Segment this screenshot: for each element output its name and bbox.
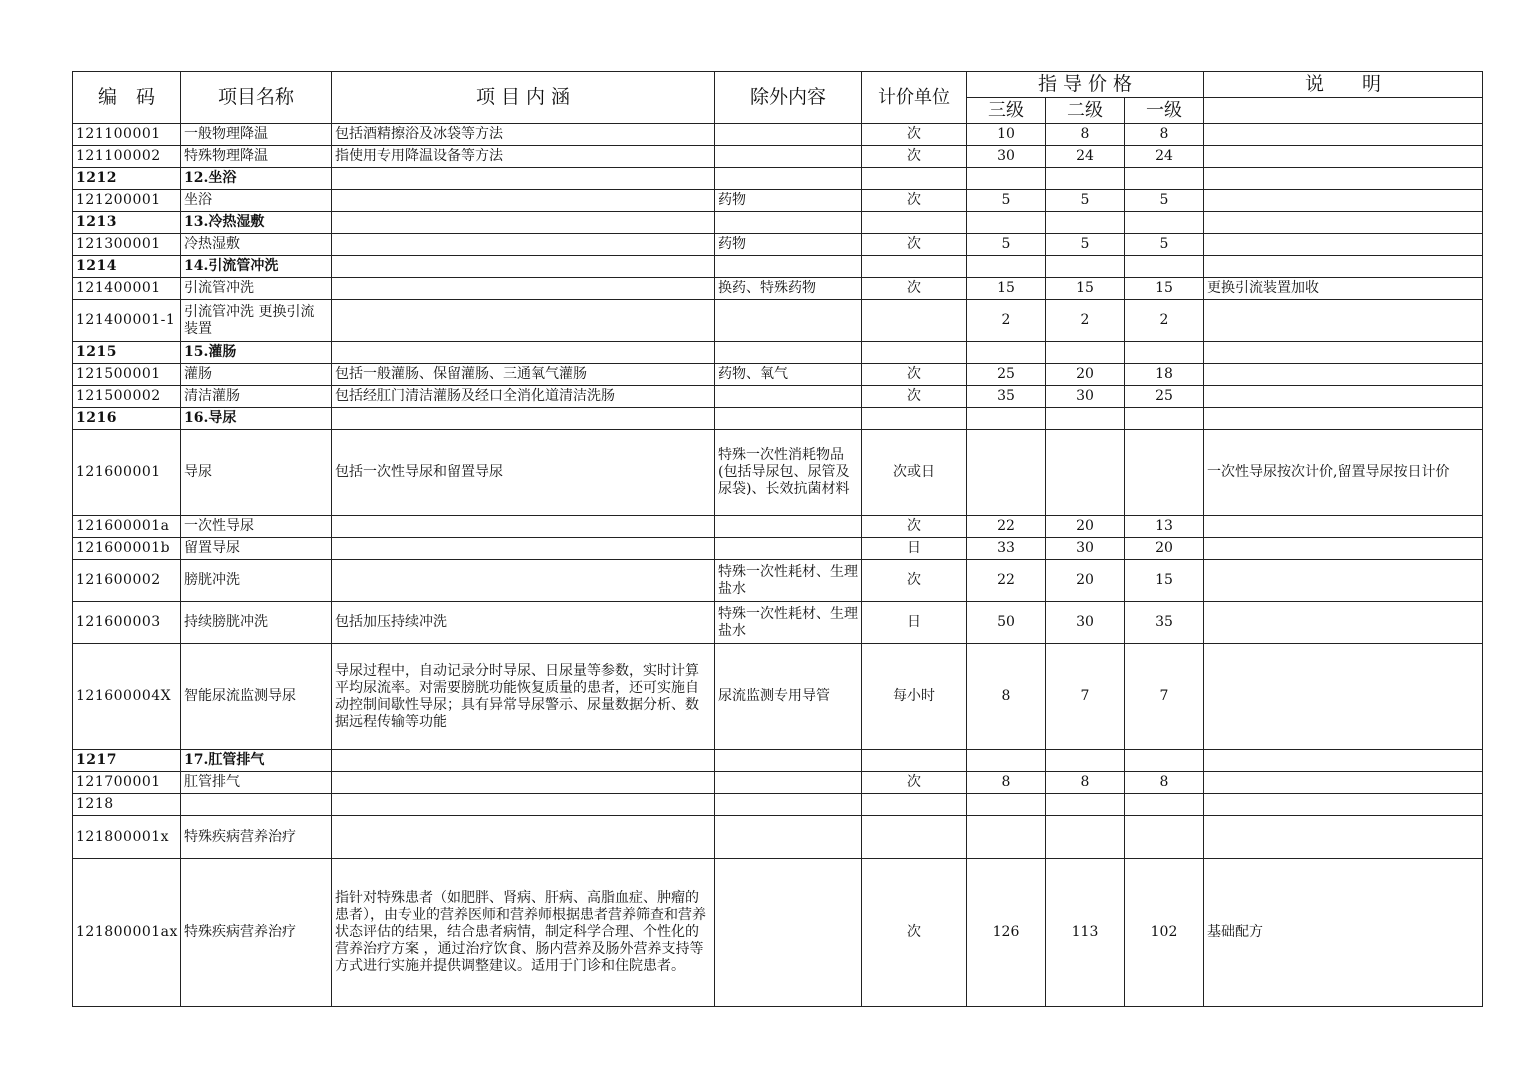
- unit-cell: 次: [862, 278, 967, 300]
- price-level1-cell: 18: [1125, 364, 1204, 386]
- note-cell: 一次性导尿按次计价,留置导尿按日计价: [1204, 430, 1483, 516]
- code-cell: 121800001ax: [73, 859, 181, 1007]
- unit-cell: [862, 342, 967, 364]
- content-cell: [332, 560, 715, 602]
- price-level3-cell: [967, 342, 1046, 364]
- code-cell: 1218: [73, 794, 181, 816]
- unit-cell: 次: [862, 124, 967, 146]
- content-cell: [332, 538, 715, 560]
- name-cell: 清洁灌肠: [181, 386, 332, 408]
- note-cell: [1204, 816, 1483, 859]
- note-cell: [1204, 750, 1483, 772]
- excluded-cell: [715, 212, 862, 234]
- note-cell: 基础配方: [1204, 859, 1483, 1007]
- name-cell: 膀胱冲洗: [181, 560, 332, 602]
- note-cell: [1204, 602, 1483, 644]
- excluded-cell: [715, 124, 862, 146]
- price-level2-cell: [1046, 794, 1125, 816]
- excluded-cell: [715, 750, 862, 772]
- unit-cell: 日: [862, 538, 967, 560]
- unit-cell: 次: [862, 859, 967, 1007]
- price-level2-cell: [1046, 256, 1125, 278]
- code-cell: 121600001: [73, 430, 181, 516]
- price-level2-cell: 30: [1046, 538, 1125, 560]
- header-price: 指 导 价 格: [967, 72, 1204, 98]
- name-cell: 一次性导尿: [181, 516, 332, 538]
- price-level2-cell: 113: [1046, 859, 1125, 1007]
- content-cell: 包括一般灌肠、保留灌肠、三通氧气灌肠: [332, 364, 715, 386]
- content-cell: 包括加压持续冲洗: [332, 602, 715, 644]
- name-cell: 留置导尿: [181, 538, 332, 560]
- header-name: 项目名称: [181, 72, 332, 124]
- table-row: [73, 234, 1483, 256]
- excluded-cell: [715, 516, 862, 538]
- name-cell: 特殊疾病营养治疗: [181, 816, 332, 859]
- price-level3-cell: 5: [967, 234, 1046, 256]
- note-cell: [1204, 538, 1483, 560]
- table-row: [73, 386, 1483, 408]
- price-table: [72, 71, 1483, 1007]
- excluded-cell: 尿流监测专用导管: [715, 644, 862, 750]
- name-cell: 特殊物理降温: [181, 146, 332, 168]
- price-level3-cell: 126: [967, 859, 1046, 1007]
- price-level2-cell: 2: [1046, 300, 1125, 342]
- table-row: [73, 300, 1483, 342]
- table-row: [73, 124, 1483, 146]
- table-row: [73, 794, 1483, 816]
- excluded-cell: 特殊一次性消耗物品(包括导尿包、尿管及尿袋)、长效抗菌材料: [715, 430, 862, 516]
- price-level1-cell: 2: [1125, 300, 1204, 342]
- code-cell: 121100002: [73, 146, 181, 168]
- unit-cell: 次: [862, 234, 967, 256]
- unit-cell: [862, 750, 967, 772]
- excluded-cell: [715, 386, 862, 408]
- excluded-cell: 药物: [715, 190, 862, 212]
- code-cell: 121600001b: [73, 538, 181, 560]
- table-row: [73, 278, 1483, 300]
- header-note-blank: [1204, 98, 1483, 124]
- excluded-cell: 药物: [715, 234, 862, 256]
- price-level2-cell: [1046, 816, 1125, 859]
- excluded-cell: [715, 408, 862, 430]
- unit-cell: [862, 816, 967, 859]
- note-cell: [1204, 212, 1483, 234]
- content-cell: 导尿过程中，自动记录分时导尿、日尿量等参数，实时计算平均尿流率。对需要膀胱功能恢复质量的患者，还可实施自动控制间歇性导尿；具有异常导尿警示、尿量数据分析、数据远程传输等功能: [332, 644, 715, 750]
- header-level1: 一级: [1125, 98, 1204, 124]
- content-cell: 指针对特殊患者（如肥胖、肾病、肝病、高脂血症、肿瘤的患者），由专业的营养医师和营养师根据患者营养筛查和营养状态评估的结果，结合患者病情，制定科学合理、个性化的营养治疗方案 ，通过治疗饮食、肠内营养及肠外营养支持等方式进行实施并提供调整建议。适用于门诊和住院患者。: [332, 859, 715, 1007]
- price-level2-cell: [1046, 212, 1125, 234]
- table-row: [73, 560, 1483, 602]
- price-level3-cell: 2: [967, 300, 1046, 342]
- section-row: [73, 256, 1483, 278]
- excluded-cell: 特殊一次性耗材、生理盐水: [715, 560, 862, 602]
- name-cell: 引流管冲洗: [181, 278, 332, 300]
- name-cell: 冷热湿敷: [181, 234, 332, 256]
- unit-cell: 次或日: [862, 430, 967, 516]
- code-cell: 1214: [73, 256, 181, 278]
- content-cell: [332, 750, 715, 772]
- header-note: 说 明: [1204, 72, 1483, 98]
- excluded-cell: [715, 538, 862, 560]
- unit-cell: 次: [862, 560, 967, 602]
- code-cell: 121700001: [73, 772, 181, 794]
- unit-cell: 次: [862, 386, 967, 408]
- unit-cell: [862, 256, 967, 278]
- unit-cell: [862, 408, 967, 430]
- price-level1-cell: [1125, 212, 1204, 234]
- price-level3-cell: 33: [967, 538, 1046, 560]
- price-level3-cell: 10: [967, 124, 1046, 146]
- name-cell: 持续膀胱冲洗: [181, 602, 332, 644]
- name-cell: 坐浴: [181, 190, 332, 212]
- name-cell: 肛管排气: [181, 772, 332, 794]
- excluded-cell: [715, 794, 862, 816]
- table-row: [73, 644, 1483, 750]
- price-level3-cell: 50: [967, 602, 1046, 644]
- note-cell: [1204, 364, 1483, 386]
- note-cell: [1204, 234, 1483, 256]
- name-cell: 一般物理降温: [181, 124, 332, 146]
- price-level2-cell: 20: [1046, 364, 1125, 386]
- code-cell: 121500001: [73, 364, 181, 386]
- unit-cell: [862, 212, 967, 234]
- header-excluded: 除外内容: [715, 72, 862, 124]
- code-cell: 121600003: [73, 602, 181, 644]
- price-level2-cell: [1046, 408, 1125, 430]
- price-level1-cell: [1125, 794, 1204, 816]
- unit-cell: 次: [862, 516, 967, 538]
- price-level2-cell: 5: [1046, 234, 1125, 256]
- price-level3-cell: 22: [967, 516, 1046, 538]
- price-level3-cell: [967, 408, 1046, 430]
- table-row: [73, 816, 1483, 859]
- note-cell: [1204, 408, 1483, 430]
- code-cell: 121600004X: [73, 644, 181, 750]
- price-level2-cell: 5: [1046, 190, 1125, 212]
- content-cell: [332, 408, 715, 430]
- section-row: [73, 408, 1483, 430]
- section-row: [73, 212, 1483, 234]
- name-cell: 灌肠: [181, 364, 332, 386]
- price-level3-cell: [967, 750, 1046, 772]
- note-cell: 更换引流装置加收: [1204, 278, 1483, 300]
- price-level1-cell: [1125, 342, 1204, 364]
- note-cell: [1204, 644, 1483, 750]
- price-level1-cell: 15: [1125, 560, 1204, 602]
- price-level3-cell: [967, 816, 1046, 859]
- content-cell: [332, 168, 715, 190]
- price-level2-cell: 24: [1046, 146, 1125, 168]
- price-level1-cell: 102: [1125, 859, 1204, 1007]
- code-cell: 121600001a: [73, 516, 181, 538]
- price-level2-cell: [1046, 430, 1125, 516]
- table-row: [73, 516, 1483, 538]
- content-cell: [332, 772, 715, 794]
- excluded-cell: 换药、特殊药物: [715, 278, 862, 300]
- unit-cell: 每小时: [862, 644, 967, 750]
- table-row: [73, 859, 1483, 1007]
- code-cell: 121600002: [73, 560, 181, 602]
- excluded-cell: [715, 816, 862, 859]
- code-cell: 121400001: [73, 278, 181, 300]
- price-level1-cell: [1125, 168, 1204, 190]
- code-cell: 121800001x: [73, 816, 181, 859]
- table-row: [73, 602, 1483, 644]
- content-cell: 包括一次性导尿和留置导尿: [332, 430, 715, 516]
- note-cell: [1204, 190, 1483, 212]
- content-cell: [332, 212, 715, 234]
- note-cell: [1204, 168, 1483, 190]
- table-row: [73, 430, 1483, 516]
- price-level2-cell: [1046, 750, 1125, 772]
- unit-cell: 次: [862, 146, 967, 168]
- price-level1-cell: [1125, 816, 1204, 859]
- content-cell: 指使用专用降温设备等方法: [332, 146, 715, 168]
- content-cell: [332, 256, 715, 278]
- price-level3-cell: 22: [967, 560, 1046, 602]
- price-level2-cell: 30: [1046, 602, 1125, 644]
- price-level1-cell: 24: [1125, 146, 1204, 168]
- price-level1-cell: 25: [1125, 386, 1204, 408]
- price-level3-cell: [967, 168, 1046, 190]
- price-level1-cell: 8: [1125, 772, 1204, 794]
- section-row: [73, 750, 1483, 772]
- name-cell: 17.肛管排气: [181, 750, 332, 772]
- name-cell: 特殊疾病营养治疗: [181, 859, 332, 1007]
- excluded-cell: [715, 146, 862, 168]
- price-level1-cell: [1125, 430, 1204, 516]
- code-cell: 121200001: [73, 190, 181, 212]
- price-level3-cell: 35: [967, 386, 1046, 408]
- content-cell: [332, 190, 715, 212]
- content-cell: [332, 816, 715, 859]
- section-row: [73, 342, 1483, 364]
- price-level1-cell: 7: [1125, 644, 1204, 750]
- excluded-cell: [715, 772, 862, 794]
- unit-cell: [862, 300, 967, 342]
- price-level1-cell: 35: [1125, 602, 1204, 644]
- price-level1-cell: [1125, 408, 1204, 430]
- excluded-cell: [715, 256, 862, 278]
- excluded-cell: [715, 300, 862, 342]
- note-cell: [1204, 146, 1483, 168]
- price-level1-cell: 5: [1125, 234, 1204, 256]
- unit-cell: [862, 794, 967, 816]
- price-level2-cell: [1046, 168, 1125, 190]
- content-cell: [332, 516, 715, 538]
- content-cell: [332, 234, 715, 256]
- price-level3-cell: 8: [967, 644, 1046, 750]
- note-cell: [1204, 560, 1483, 602]
- section-row: [73, 168, 1483, 190]
- price-level2-cell: 7: [1046, 644, 1125, 750]
- price-level1-cell: 13: [1125, 516, 1204, 538]
- excluded-cell: 特殊一次性耗材、生理盐水: [715, 602, 862, 644]
- unit-cell: 次: [862, 190, 967, 212]
- content-cell: 包括酒精擦浴及冰袋等方法: [332, 124, 715, 146]
- content-cell: [332, 342, 715, 364]
- price-level2-cell: 8: [1046, 772, 1125, 794]
- price-level3-cell: 5: [967, 190, 1046, 212]
- content-cell: [332, 794, 715, 816]
- price-level2-cell: 20: [1046, 560, 1125, 602]
- note-cell: [1204, 124, 1483, 146]
- note-cell: [1204, 794, 1483, 816]
- code-cell: 121400001-1: [73, 300, 181, 342]
- price-level3-cell: [967, 256, 1046, 278]
- code-cell: 121500002: [73, 386, 181, 408]
- note-cell: [1204, 386, 1483, 408]
- price-level2-cell: 20: [1046, 516, 1125, 538]
- header-level2: 二级: [1046, 98, 1125, 124]
- note-cell: [1204, 300, 1483, 342]
- price-level1-cell: [1125, 256, 1204, 278]
- price-level1-cell: 20: [1125, 538, 1204, 560]
- price-level3-cell: 30: [967, 146, 1046, 168]
- content-cell: 包括经肛门清洁灌肠及经口全消化道清洁洗肠: [332, 386, 715, 408]
- name-cell: 15.灌肠: [181, 342, 332, 364]
- price-level3-cell: 15: [967, 278, 1046, 300]
- price-level3-cell: [967, 212, 1046, 234]
- note-cell: [1204, 516, 1483, 538]
- table-body: [73, 124, 1483, 1007]
- price-level1-cell: 15: [1125, 278, 1204, 300]
- price-level3-cell: [967, 430, 1046, 516]
- name-cell: 14.引流管冲洗: [181, 256, 332, 278]
- unit-cell: 日: [862, 602, 967, 644]
- header-code: 编 码: [73, 72, 181, 124]
- table-row: [73, 364, 1483, 386]
- price-level2-cell: 30: [1046, 386, 1125, 408]
- name-cell: [181, 794, 332, 816]
- code-cell: 1217: [73, 750, 181, 772]
- price-level1-cell: 5: [1125, 190, 1204, 212]
- name-cell: 引流管冲洗 更换引流装置: [181, 300, 332, 342]
- code-cell: 1215: [73, 342, 181, 364]
- code-cell: 121300001: [73, 234, 181, 256]
- header-content: 项 目 内 涵: [332, 72, 715, 124]
- unit-cell: 次: [862, 364, 967, 386]
- price-level2-cell: 15: [1046, 278, 1125, 300]
- table-row: [73, 538, 1483, 560]
- name-cell: 13.冷热湿敷: [181, 212, 332, 234]
- code-cell: 121100001: [73, 124, 181, 146]
- name-cell: 智能尿流监测导尿: [181, 644, 332, 750]
- excluded-cell: [715, 342, 862, 364]
- unit-cell: [862, 168, 967, 190]
- price-level1-cell: [1125, 750, 1204, 772]
- note-cell: [1204, 772, 1483, 794]
- excluded-cell: [715, 168, 862, 190]
- header-unit: 计价单位: [862, 72, 967, 124]
- price-level1-cell: 8: [1125, 124, 1204, 146]
- price-level3-cell: 25: [967, 364, 1046, 386]
- table-row: [73, 146, 1483, 168]
- unit-cell: 次: [862, 772, 967, 794]
- code-cell: 1213: [73, 212, 181, 234]
- excluded-cell: [715, 859, 862, 1007]
- note-cell: [1204, 342, 1483, 364]
- price-level3-cell: [967, 794, 1046, 816]
- price-level2-cell: 8: [1046, 124, 1125, 146]
- price-level2-cell: [1046, 342, 1125, 364]
- code-cell: 1216: [73, 408, 181, 430]
- excluded-cell: 药物、氧气: [715, 364, 862, 386]
- table-row: [73, 772, 1483, 794]
- note-cell: [1204, 256, 1483, 278]
- name-cell: 12.坐浴: [181, 168, 332, 190]
- price-level3-cell: 8: [967, 772, 1046, 794]
- header-level3: 三级: [967, 98, 1046, 124]
- table-row: [73, 190, 1483, 212]
- name-cell: 导尿: [181, 430, 332, 516]
- code-cell: 1212: [73, 168, 181, 190]
- content-cell: [332, 278, 715, 300]
- content-cell: [332, 300, 715, 342]
- name-cell: 16.导尿: [181, 408, 332, 430]
